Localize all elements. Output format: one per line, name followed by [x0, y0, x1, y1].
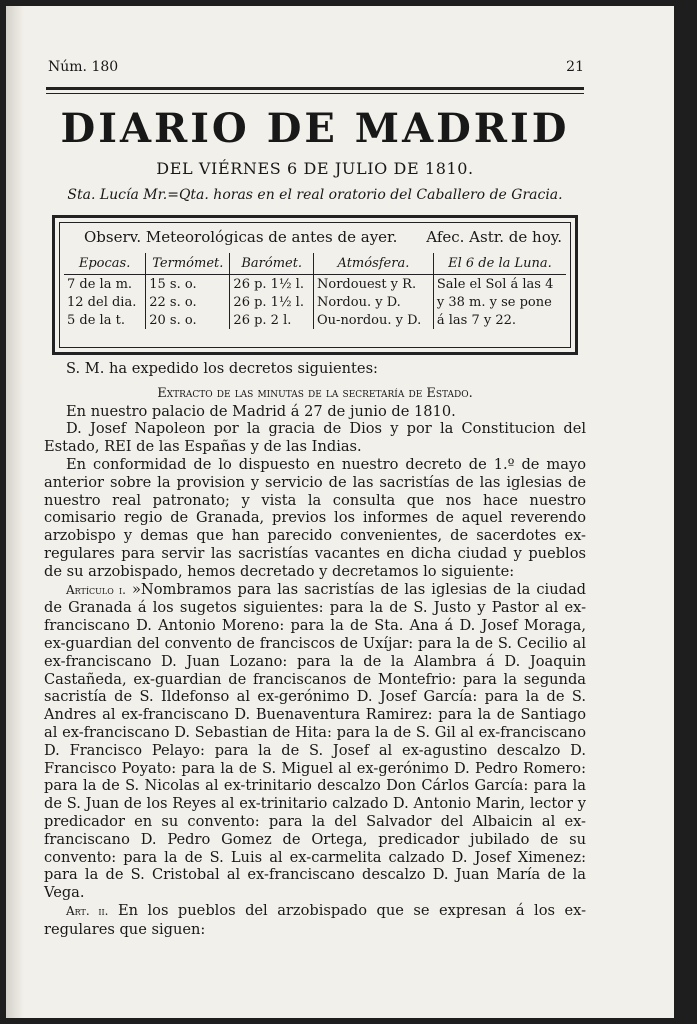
cell: Sale el Sol á las 4 — [436, 276, 554, 292]
table-row — [64, 311, 566, 329]
page-content — [44, 6, 586, 1018]
cell: 26 p. 2 l. — [230, 311, 314, 329]
cell: 26 p. 1½ l. — [230, 275, 314, 294]
cell: á las 7 y 22. — [436, 312, 517, 328]
col-luna: El 6 de la Luna. — [433, 253, 566, 275]
issue-date: DEL VIÉRNES 6 DE JULIO DE 1810. — [156, 159, 474, 178]
masthead-title: DIARIO DE MADRID — [60, 105, 570, 152]
weather-box-inner — [59, 222, 571, 348]
cell: 15 s. o. — [146, 275, 230, 294]
article-2-text: En los pueblos del arzobispado que se expresan á los ex-regulares que siguen: — [44, 901, 586, 938]
col-barometro: Barómet. — [230, 253, 314, 275]
cell: 26 p. 1½ l. — [230, 293, 314, 311]
cell: 22 s. o. — [146, 293, 230, 311]
cell: Ou-nordou. y D. — [314, 311, 434, 329]
cell: 5 de la t. — [64, 311, 146, 329]
king-line: D. Josef Napoleon por la gracia de Dios y por la Constitucion del Estado, REI de las Españas y de las Indias. — [44, 420, 586, 456]
table-row — [64, 293, 566, 311]
cell: 12 del dia. — [64, 293, 146, 311]
col-termometro: Termómet. — [146, 253, 230, 275]
issue-number: Núm. 180 — [48, 59, 119, 75]
extract-title: Extracto de las minutas de la secretaría de Estado. — [157, 385, 473, 401]
cell: 20 s. o. — [146, 311, 230, 329]
article-2-label: Art. ii. — [66, 903, 109, 918]
article-intro: S. M. ha expedido los decretos siguientes: — [66, 360, 378, 377]
article-1-label: Artículo i. — [66, 582, 126, 597]
weather-heading-observations: Observ. Meteorológicas de antes de ayer. — [84, 228, 398, 246]
article-1-text: »Nombramos para las sacristías de las iglesias de la ciudad de Granada á los sugetos siguientes: para la de S. Justo y Pastor al ex-franciscano D. Antonio Moreno: para la de Sta. Ana á D. Josef Moraga, ex-guardian del convento de franciscos de Uxíjar: para la de S. Cecilio al ex-franciscano D. Juan Lozano: para la de la Alambra á D. Joaquin Castañeda, ex-guardian de franciscanos de Montefrio: para la segunda sacristía de S. Ildefonso al ex-gerónimo D. Josef García: para la de S. Andres al ex-franciscano D. Buenaventura Ramirez: para la de Santiago al ex-franciscano D. Sebastian de Hita: para la de S. Gil al ex-franciscano D. Francisco Pelayo: para la de S. Josef al ex-agustino descalzo D. Francisco Poyato: para la de S. Miguel al ex-gerónimo D. Pedro Romero: para la de S. Nicolas al ex-trinitario descalzo Don Cárlos García: para la de S. Juan de los Reyes al ex-trinitario calzado D. Antonio Marin, lector y predicador en su convento: para la del Salvador del Albaicin al ex-franciscano D. Pedro Gomez de Ortega, predicador jubilado de su convento: para la de S. Luis al ex-carmelita calzado D. Josef Ximenez: para la de S. Cristobal al ex-franciscano descalzo D. Juan María de la Vega. — [44, 580, 586, 902]
article-body — [44, 360, 586, 939]
preamble: En conformidad de lo dispuesto en nuestro decreto de 1.º de mayo anterior sobre la provision y servicio de las sacristías de las iglesias de nuestro real patronato; y vista la consulta que nos hace nuestro comisario regio de Granada, previos los informes de aquel reverendo arzobispo y demas que han parecido convenientes, de sacerdotes ex-regulares para servir las sacristías vacantes en dicha ciudad y pueblos de su arzobispado, hemos decretado y decretamos lo siguiente: — [44, 455, 586, 580]
page-number: 21 — [566, 59, 584, 75]
header-rule-thin — [46, 93, 584, 94]
cell: 7 de la m. — [64, 275, 146, 294]
article-2 — [44, 902, 586, 939]
col-epocas: Epocas. — [64, 253, 146, 275]
weather-table — [64, 253, 566, 329]
weather-heading-astronomy: Afec. Astr. de hoy. — [426, 228, 562, 246]
header-rule-thick — [46, 87, 584, 90]
weather-table-header — [64, 253, 566, 275]
saints-of-day: Sta. Lucía Mr.=Qta. horas en el real oratorio del Caballero de Gracia. — [67, 187, 563, 203]
newspaper-page — [6, 6, 674, 1018]
weather-box — [52, 215, 578, 355]
weather-heading — [60, 225, 570, 249]
cell: Nordou. y D. — [314, 293, 434, 311]
cell: y 38 m. y se pone — [436, 294, 552, 310]
page-header — [48, 59, 584, 81]
place-date: En nuestro palacio de Madrid á 27 de junio de 1810. — [66, 402, 456, 420]
cell: Nordouest y R. — [314, 275, 434, 294]
article-1 — [44, 581, 586, 902]
col-atmosfera: Atmósfera. — [314, 253, 434, 275]
table-row — [64, 275, 566, 294]
